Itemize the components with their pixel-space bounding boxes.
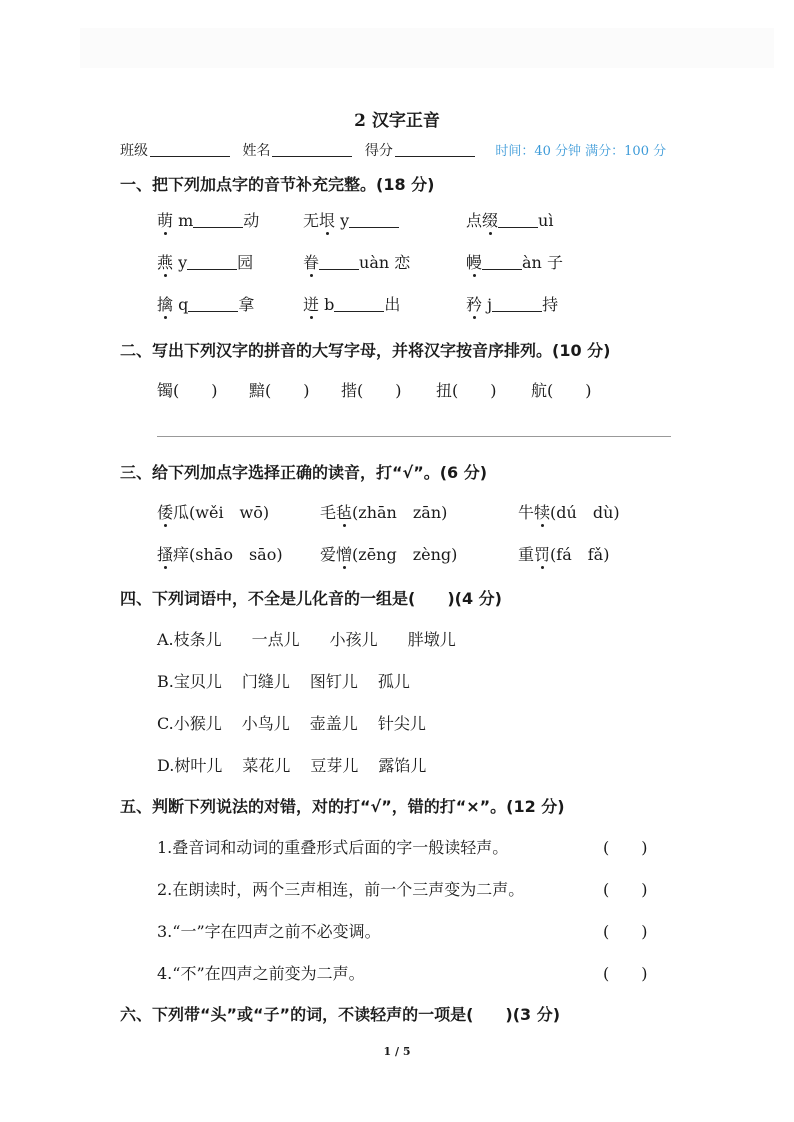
- judge-paren[interactable]: ( ): [603, 838, 648, 857]
- option-word: 小孩儿: [329, 630, 378, 649]
- time-info: 时间：40 分钟 满分：100 分: [495, 144, 667, 159]
- option-word: 豆芽儿: [310, 756, 359, 775]
- option-letter: C.: [157, 714, 174, 733]
- pinyin-initial: y: [335, 211, 350, 230]
- answer-paren[interactable]: ( ): [357, 381, 402, 400]
- word-part: uì: [538, 211, 554, 230]
- answer-paren[interactable]: ( ): [547, 381, 592, 400]
- judge-paren[interactable]: ( ): [603, 922, 648, 941]
- hanzi: 揩: [341, 381, 358, 400]
- judge-statement: 1.叠音词和动词的重叠形式后面的字一般读轻声。: [157, 838, 509, 857]
- fill-blank-item: [466, 250, 563, 273]
- pinyin-initial: m: [173, 211, 194, 230]
- word-part: 爱: [320, 545, 337, 564]
- word-part: 毛: [320, 503, 337, 522]
- fill-blank-item: [303, 292, 400, 315]
- option-word: 枝条儿: [173, 630, 222, 649]
- class-label: 班级: [120, 143, 148, 159]
- header-band: [80, 28, 774, 68]
- dotted-char: 毡: [336, 500, 352, 523]
- score-blank[interactable]: [395, 142, 475, 157]
- section-3-heading: 三、给下列加点字选择正确的读音，打“√”。(6 分): [120, 463, 488, 482]
- judge-statement: 2.在朗读时，两个三声相连，前一个三声变为二声。: [157, 880, 525, 899]
- reading-choice: [320, 542, 457, 565]
- option-word: 壶盖儿: [309, 714, 358, 733]
- dotted-char: 罚: [534, 542, 550, 565]
- reading-choice: [157, 542, 283, 565]
- pinyin-initial: y: [173, 253, 188, 272]
- dotted-char: 擒: [157, 292, 173, 315]
- section-4-heading: 四、下列词语中，不全是儿化音的一组是( )(4 分): [120, 589, 502, 608]
- fill-blank-item: [466, 208, 553, 231]
- section-2-heading: 二、写出下列汉字的拼音的大写字母，并将汉字按音序排列。(10 分): [120, 341, 611, 360]
- answer-paren[interactable]: ( ): [265, 381, 310, 400]
- char-item: [157, 378, 218, 401]
- char-item: [249, 378, 310, 401]
- fill-blank-item: [303, 208, 399, 231]
- pinyin-options[interactable]: (fá fǎ): [550, 545, 610, 564]
- hanzi: 扭: [436, 381, 453, 400]
- option-word: 树叶儿: [174, 756, 223, 775]
- option-word: 一点儿: [251, 630, 300, 649]
- dotted-char: 搔: [157, 542, 173, 565]
- section-6-heading: 六、下列带“头”或“子”的词，不读轻声的一项是( )(3 分): [120, 1005, 561, 1024]
- option-word: 菜花儿: [242, 756, 291, 775]
- fill-blank-item: [157, 208, 259, 231]
- info-line: [120, 140, 666, 160]
- pinyin-blank[interactable]: [187, 255, 237, 270]
- pinyin-options[interactable]: (wěi wō): [189, 503, 270, 522]
- answer-paren[interactable]: ( ): [452, 381, 497, 400]
- hanzi: 镯: [157, 381, 174, 400]
- option-word: 胖墩儿: [407, 630, 456, 649]
- name-label: 姓名: [242, 143, 271, 159]
- reading-choice: [157, 500, 269, 523]
- answer-line[interactable]: [157, 436, 671, 437]
- word-part: 瓜: [173, 503, 190, 522]
- score-label: 得分: [364, 143, 393, 159]
- word-part: 持: [542, 295, 559, 314]
- pinyin-blank[interactable]: [498, 213, 538, 228]
- dotted-char: 缀: [482, 208, 498, 231]
- pinyin-options[interactable]: (zēng zèng): [352, 545, 458, 564]
- section-1-heading: 一、把下列加点字的音节补充完整。(18 分): [120, 175, 435, 194]
- fill-blank-item: [157, 250, 253, 273]
- hanzi: 航: [531, 381, 548, 400]
- choice-option[interactable]: [157, 753, 446, 776]
- judge-statement: 3.“一”字在四声之前不必变调。: [157, 922, 381, 941]
- pinyin-options[interactable]: (shāo sāo): [189, 545, 283, 564]
- reading-choice: [518, 500, 620, 523]
- word-part: 点: [466, 211, 483, 230]
- dotted-char: 倭: [157, 500, 173, 523]
- choice-option[interactable]: [157, 669, 430, 692]
- option-word: 孤儿: [377, 672, 410, 691]
- section-5-heading: 五、判断下列说法的对错，对的打“√”，错的打“×”。(12 分): [120, 797, 565, 816]
- dotted-char: 憎: [336, 542, 352, 565]
- char-item: [531, 378, 592, 401]
- pinyin-options[interactable]: (dú dù): [550, 503, 620, 522]
- judge-paren[interactable]: ( ): [603, 964, 648, 983]
- dotted-char: 眷: [303, 250, 319, 273]
- word-part: 痒: [173, 545, 190, 564]
- word-part: uàn 恋: [359, 253, 411, 272]
- word-part: 牛: [518, 503, 535, 522]
- option-word: 宝贝儿: [173, 672, 222, 691]
- judge-statement: 4.“不”在四声之前变为二声。: [157, 964, 365, 983]
- choice-option[interactable]: [157, 711, 446, 734]
- word-part: 园: [237, 253, 254, 272]
- fill-blank-item: [303, 250, 410, 273]
- reading-choice: [518, 542, 609, 565]
- dotted-char: 矜: [466, 292, 482, 315]
- option-word: 针尖儿: [377, 714, 426, 733]
- dotted-char: 垠: [319, 208, 335, 231]
- char-item: [436, 378, 497, 401]
- word-part: 重: [518, 545, 535, 564]
- name-blank[interactable]: [272, 142, 352, 157]
- pinyin-blank[interactable]: [349, 213, 399, 228]
- pinyin-blank[interactable]: [482, 255, 522, 270]
- choice-option[interactable]: [157, 627, 486, 650]
- word-part: 无: [303, 211, 320, 230]
- dotted-char: 犊: [534, 500, 550, 523]
- judge-paren[interactable]: ( ): [603, 880, 648, 899]
- char-item: [341, 378, 402, 401]
- option-word: 门缝儿: [241, 672, 290, 691]
- word-part: 动: [243, 211, 260, 230]
- pinyin-initial: j: [482, 295, 493, 314]
- word-part: 出: [384, 295, 401, 314]
- option-letter: D.: [157, 756, 175, 775]
- word-part: àn 子: [522, 253, 563, 272]
- answer-paren[interactable]: ( ): [173, 381, 218, 400]
- page-title: 2 汉字正音: [354, 111, 440, 131]
- option-word: 小猴儿: [173, 714, 222, 733]
- hanzi: 黯: [249, 381, 266, 400]
- pinyin-initial: b: [319, 295, 335, 314]
- pinyin-blank[interactable]: [193, 213, 243, 228]
- dotted-char: 迸: [303, 292, 319, 315]
- option-word: 露馅儿: [378, 756, 427, 775]
- class-blank[interactable]: [150, 142, 230, 157]
- pinyin-blank[interactable]: [188, 297, 238, 312]
- pinyin-blank[interactable]: [319, 255, 359, 270]
- option-word: 图钉儿: [309, 672, 358, 691]
- dotted-char: 萌: [157, 208, 173, 231]
- word-part: 拿: [238, 295, 255, 314]
- pinyin-blank[interactable]: [492, 297, 542, 312]
- pinyin-options[interactable]: (zhān zān): [352, 503, 448, 522]
- fill-blank-item: [466, 292, 558, 315]
- option-letter: A.: [157, 630, 174, 649]
- dotted-char: 燕: [157, 250, 173, 273]
- reading-choice: [320, 500, 447, 523]
- option-letter: B.: [157, 672, 174, 691]
- pinyin-initial: q: [173, 295, 189, 314]
- option-word: 小鸟儿: [241, 714, 290, 733]
- page-number: 1 / 5: [383, 1045, 411, 1058]
- dotted-char: 幔: [466, 250, 482, 273]
- fill-blank-item: [157, 292, 254, 315]
- pinyin-blank[interactable]: [334, 297, 384, 312]
